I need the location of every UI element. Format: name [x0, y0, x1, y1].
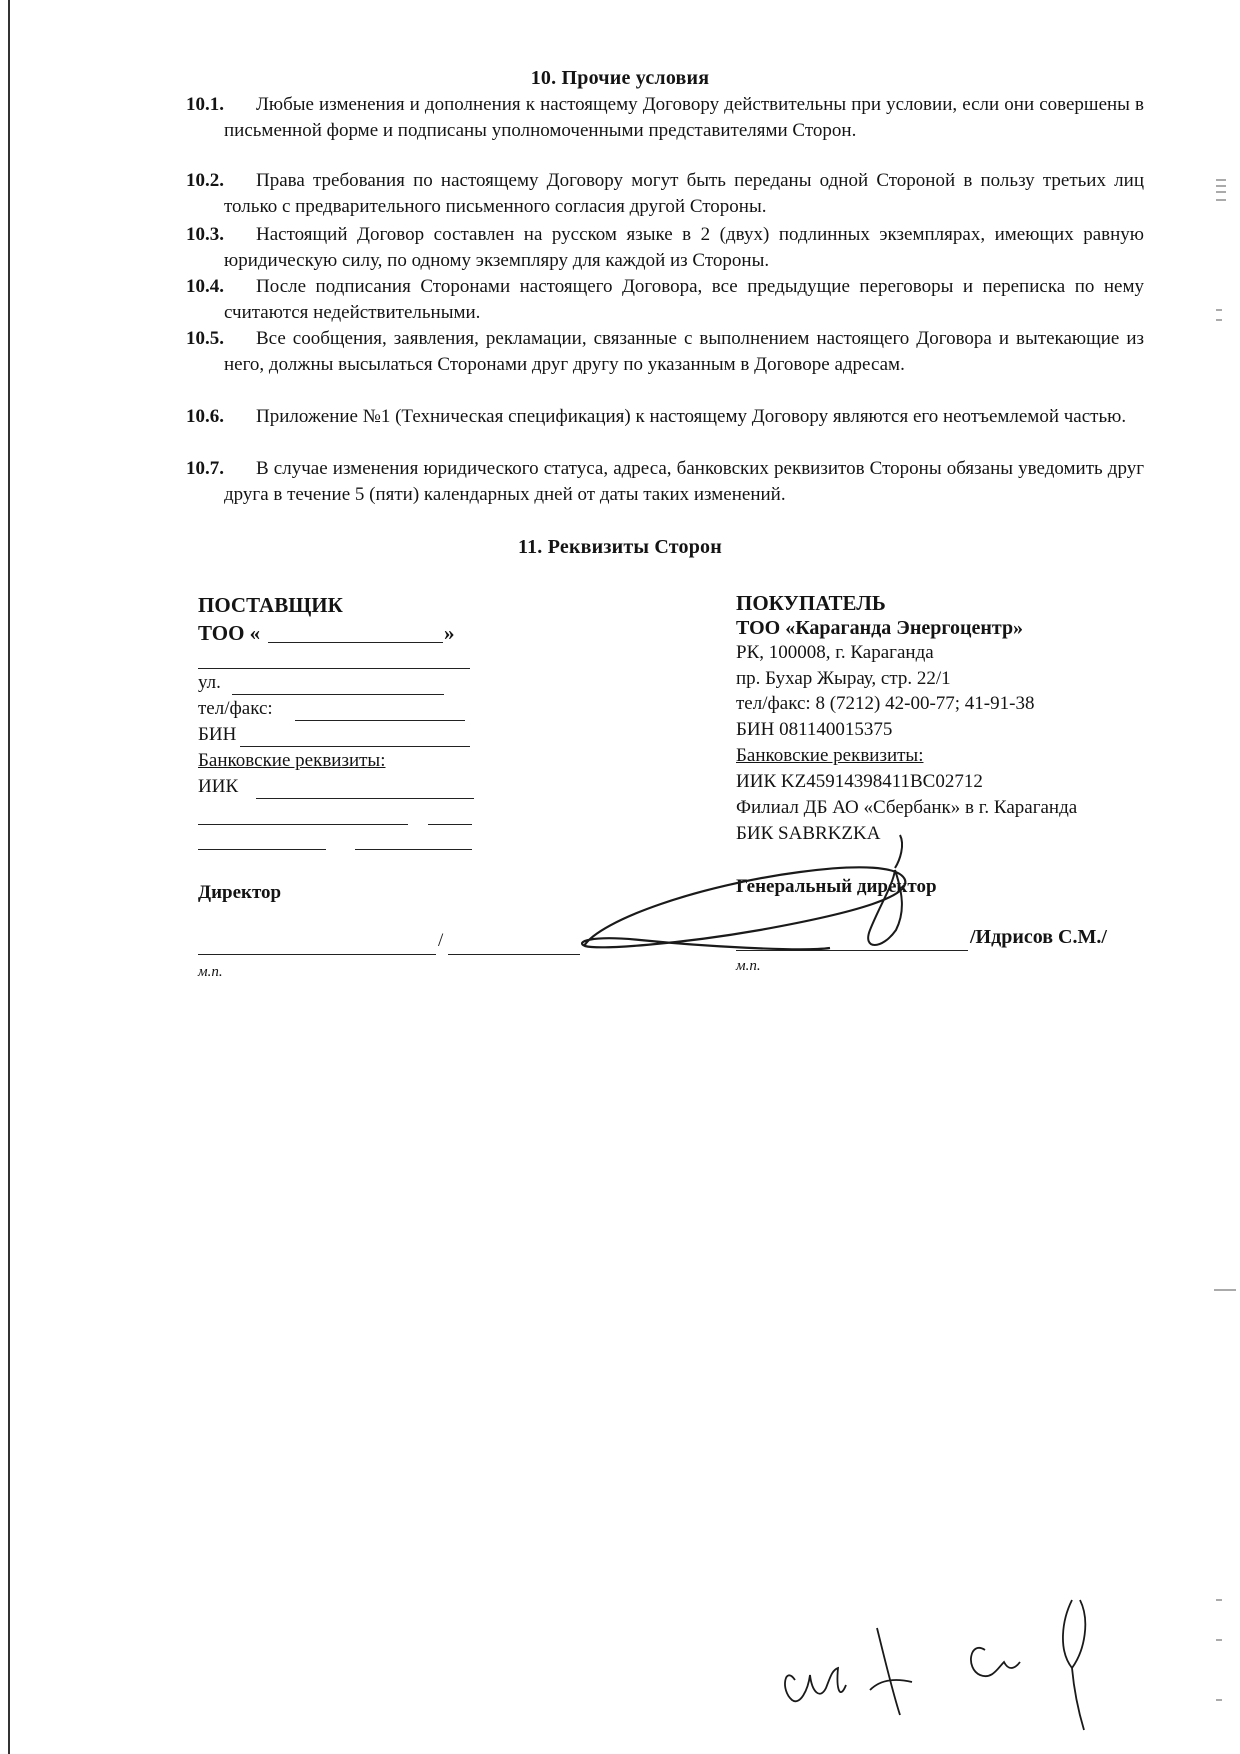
buyer-director-label: Генеральный директор: [736, 876, 937, 897]
clause-text: После подписания Сторонами настоящего Договора, все предыдущие переговоры и переписка по нему считаются недействительными.: [224, 276, 1144, 323]
buyer-stamp-label: м.п.: [736, 958, 761, 974]
buyer-company: ТОО «Караганда Энергоцентр»: [736, 617, 1024, 639]
clause-number: 10.6.: [186, 406, 224, 427]
supplier-sign-slash: /: [438, 930, 444, 951]
supplier-bank-label: Банковские реквизиты:: [198, 750, 386, 771]
section-10-title: 10. Прочие условия: [530, 67, 710, 89]
clause-number: 10.2.: [186, 170, 224, 191]
buyer-director-name: /Идрисов С.М./: [970, 926, 1107, 948]
clause-text: Приложение №1 (Техническая спецификация) к настоящему Договору являются его неотъемлемой частью.: [256, 406, 1127, 427]
buyer-address-city: РК, 100008, г. Караганда: [736, 642, 934, 663]
clause-text: В случае изменения юридического статуса, адреса, банковских реквизитов Стороны обязаны уведомить друг друга в течение 5 (пяти) календарных дней от даты таких изменений.: [224, 458, 1144, 505]
supplier-stamp-label: м.п.: [198, 964, 223, 980]
buyer-bin: БИН 081140015375: [736, 719, 893, 740]
supplier-heading: ПОСТАВЩИК: [198, 593, 343, 617]
clause-number: 10.7.: [186, 458, 224, 479]
buyer-branch: Филиал ДБ АО «Сбербанк» в г. Караганда: [736, 797, 1078, 818]
supplier-iik-label: ИИК: [198, 776, 239, 797]
buyer-phone: тел/факс: 8 (7212) 42-00-77; 41-91-38: [736, 693, 1035, 714]
buyer-bik: БИК SABRKZKA: [736, 823, 881, 844]
supplier-company-prefix: ТОО «: [198, 621, 261, 645]
clause-text: Права требования по настоящему Договору могут быть переданы одной Стороной в пользу третьих лиц только с предварительного письменного согласия другой Стороны.: [224, 170, 1144, 217]
supplier-company-suffix: »: [444, 621, 455, 645]
buyer-iik: ИИК KZ45914398411BC02712: [736, 771, 983, 792]
buyer-address-street: пр. Бухар Жырау, стр. 22/1: [736, 668, 951, 689]
clause-text: Любые изменения и дополнения к настоящему Договору действительны при условии, если они совершены в письменной форме и подписаны уполномоченными представителями Сторон.: [224, 94, 1144, 141]
supplier-bin-label: БИН: [198, 724, 237, 745]
clause-number: 10.4.: [186, 276, 224, 297]
supplier-director-label: Директор: [198, 882, 282, 903]
clause-text: Все сообщения, заявления, рекламации, связанные с выполнением настоящего Договора и вытекающие из него, должны высылаться Сторонами друг другу по указанным в Договоре адресам.: [224, 328, 1144, 375]
buyer-bank-label: Банковские реквизиты:: [736, 745, 924, 766]
clause-text: Настоящий Договор составлен на русском языке в 2 (двух) подлинных экземплярах, имеющих равную юридическую силу, по одному экземпляру для каждой из Стороны.: [224, 224, 1144, 271]
supplier-phone-label: тел/факс:: [198, 698, 273, 719]
section-11-title: 11. Реквизиты Сторон: [518, 536, 722, 558]
supplier-street-label: ул.: [198, 672, 221, 693]
clause-number: 10.3.: [186, 224, 224, 245]
clause-number: 10.1.: [186, 94, 224, 115]
buyer-heading: ПОКУПАТЕЛЬ: [736, 591, 886, 615]
clause-number: 10.5.: [186, 328, 224, 349]
